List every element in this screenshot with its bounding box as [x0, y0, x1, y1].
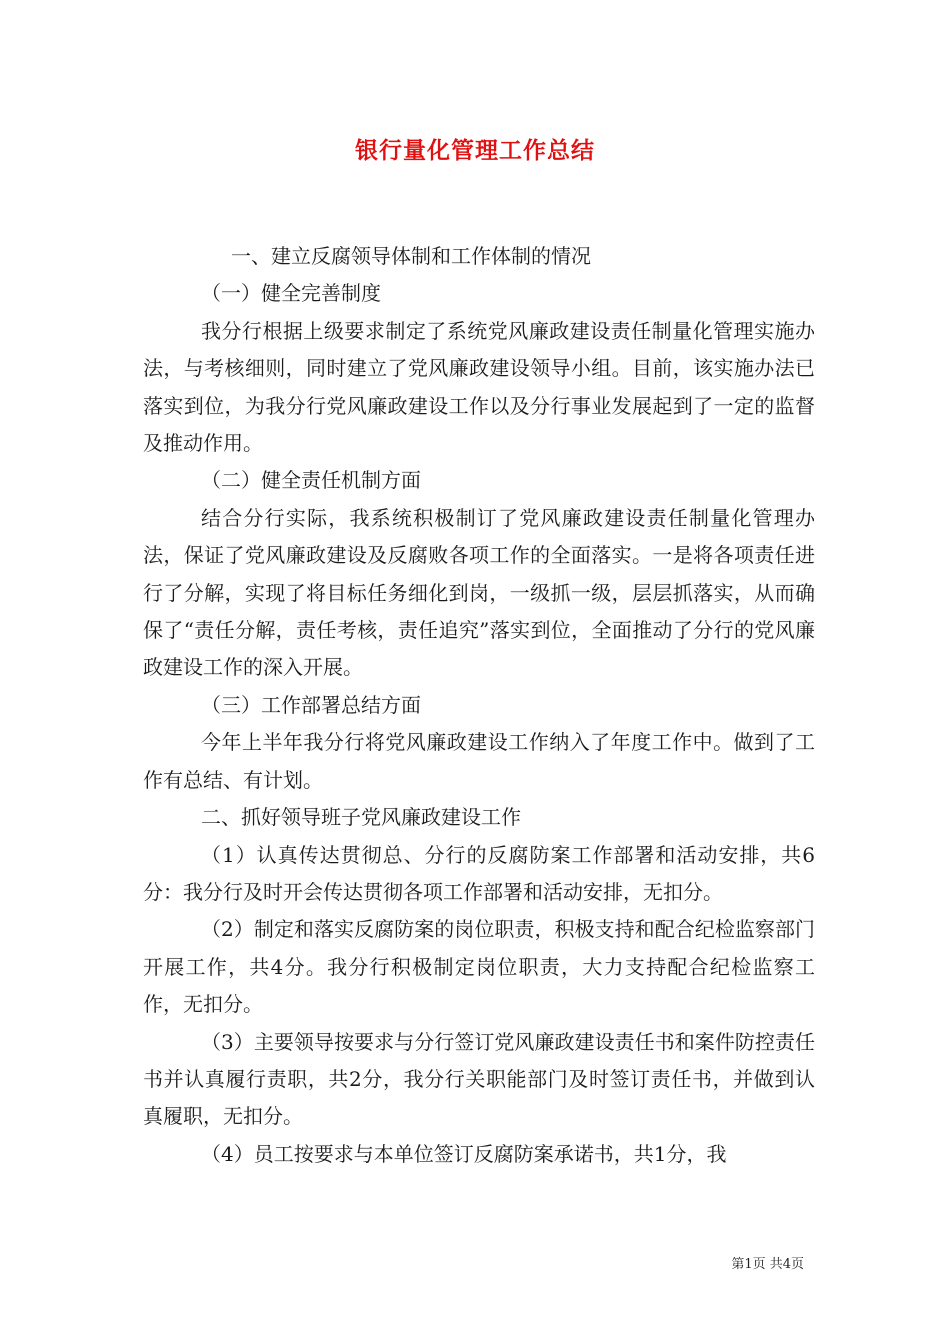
numbered-item: （1）认真传达贯彻总、分行的反腐防案工作部署和活动安排，共6分：我分行及时开会传达贯彻各项工作部署和活动安排，无扣分。: [143, 842, 815, 904]
subsection-heading-2: （二）健全责任机制方面: [201, 468, 421, 493]
body-paragraph: 我分行根据上级要求制定了系统党风廉政建设责任制量化管理实施办法，与考核细则，同时建立了党风廉政建设领导小组。目前，该实施办法已落实到位，为我分行党风廉政建设工作以及分行事业发展起到了一定的监督及推动作用。: [143, 318, 815, 456]
section-heading-2: 二、抓好领导班子党风廉政建设工作: [201, 805, 521, 830]
subsection-heading-3: （三）工作部署总结方面: [201, 692, 421, 717]
section-heading-1: 一、建立反腐领导体制和工作体制的情况: [231, 244, 591, 268]
document-title: 银行量化管理工作总结: [355, 137, 595, 164]
subsection-heading-1: （一）健全完善制度: [201, 281, 381, 306]
numbered-item: （3）主要领导按要求与分行签订党风廉政建设责任书和案件防控责任书并认真履行责职，共2分，我分行关职能部门及时签订责任书，并做到认真履职，无扣分。: [143, 1029, 815, 1129]
numbered-item: （2）制定和落实反腐防案的岗位职责，积极支持和配合纪检监察部门开展工作，共4分。我分行积极制定岗位职责，大力支持配合纪检监察工作，无扣分。: [143, 917, 815, 1017]
page-number: 第1页 共4页: [731, 1257, 804, 1272]
body-paragraph: 结合分行实际，我系统积极制订了党风廉政建设责任制量化管理办法，保证了党风廉政建设及反腐败各项工作的全面落实。一是将各项责任进行了分解，实现了将目标任务细化到岗，一级抓一级，层层抓落实，从而确保了“责任分解，责任考核，责任追究”落实到位，全面推动了分行的党风廉政建设工作的深入开展。: [143, 505, 815, 680]
numbered-item: （4）员工按要求与本单位签订反腐防案承诺书，共1分，我: [201, 1141, 727, 1166]
document-body: [143, 238, 815, 1173]
body-paragraph: 今年上半年我分行将党风廉政建设工作纳入了年度工作中。做到了工作有总结、有计划。: [143, 730, 815, 792]
